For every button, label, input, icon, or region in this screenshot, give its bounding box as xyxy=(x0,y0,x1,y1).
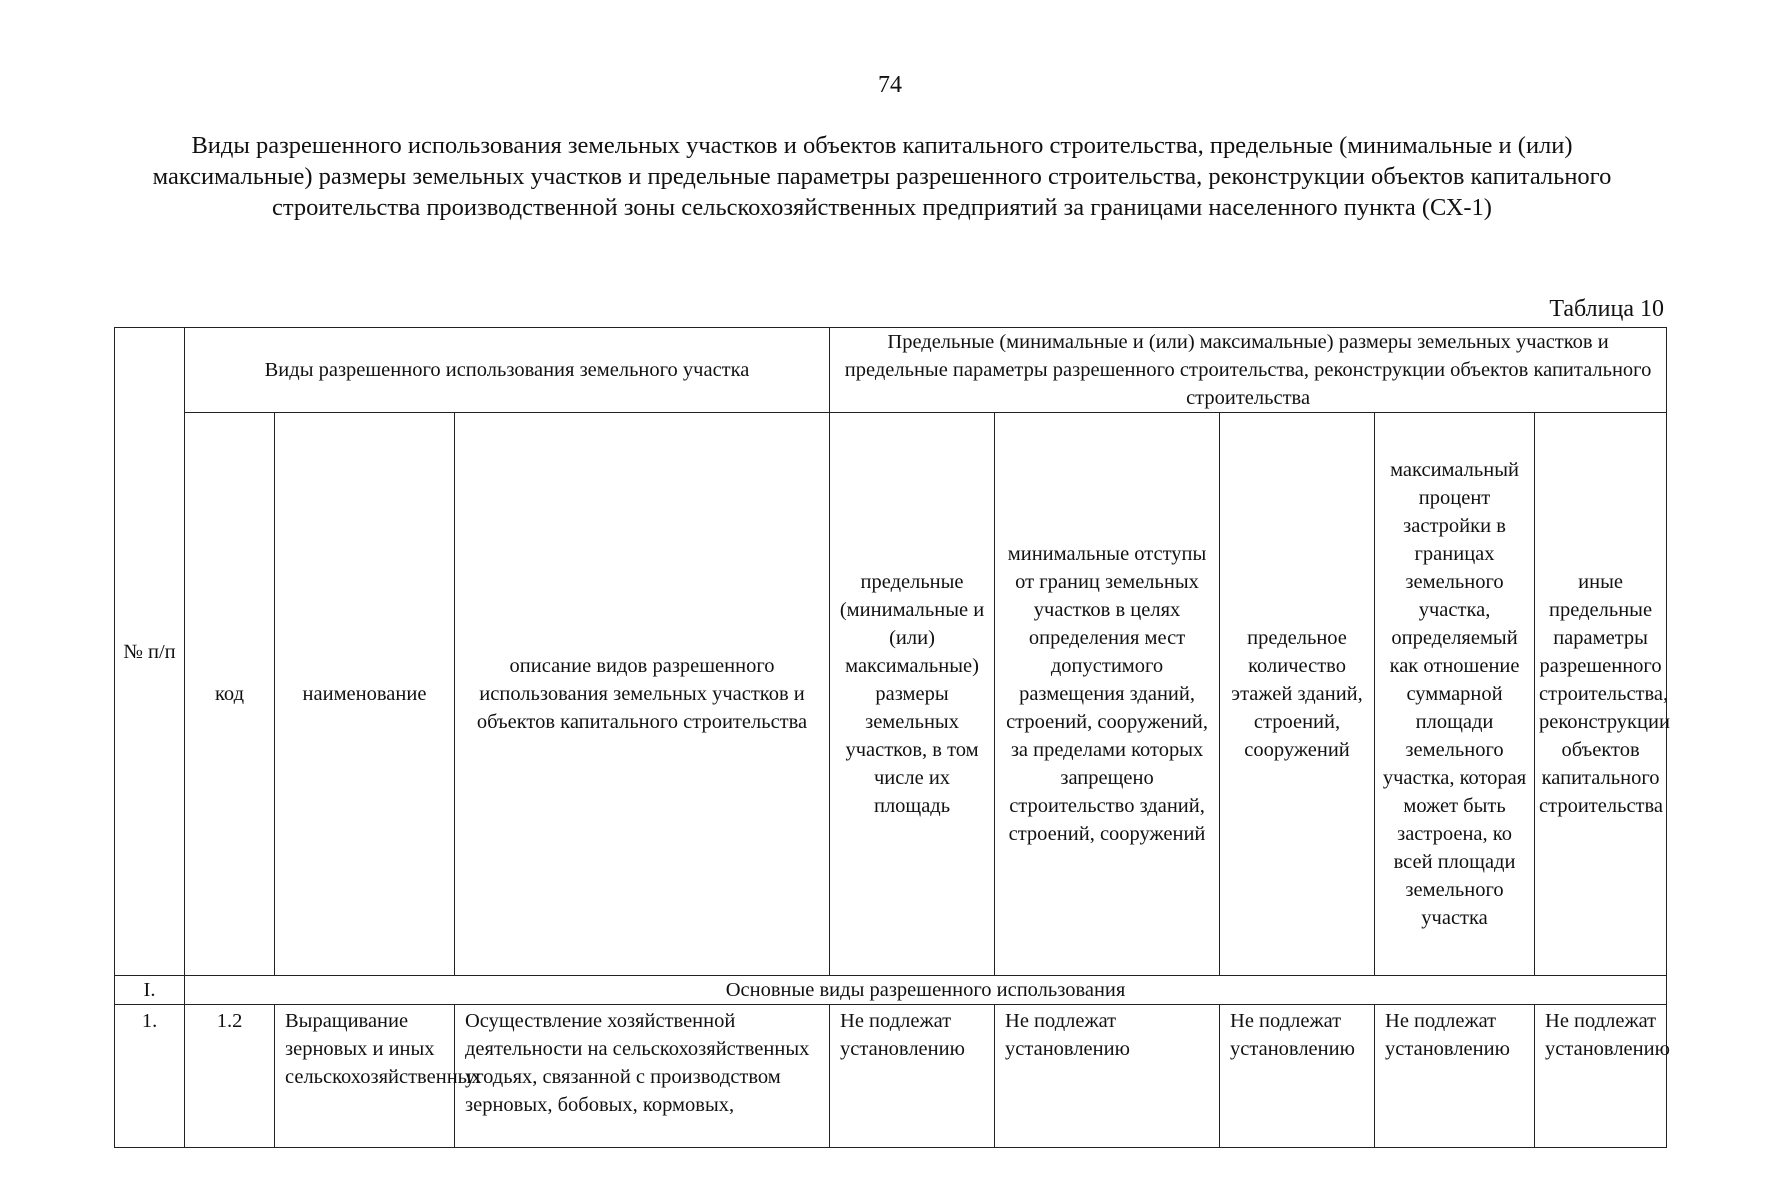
section-title: Основные виды разрешенного использования xyxy=(185,976,1667,1005)
row-setbacks: Не подлежат установлению xyxy=(1005,1010,1130,1060)
document-title: Виды разрешенного использования земельных участков и объектов капитального строительства, предельные (минимальные и (или) максимальные) размеры земельных участков и предельные параметры разрешенного строительства, реконструкции объектов капитального строительства производственной зоны сельскохозяйственных предприятий за границами населенного пункта (СХ-1) xyxy=(152,132,1612,221)
table-label: Таблица 10 xyxy=(1549,296,1664,322)
header-code: код xyxy=(185,413,275,976)
header-row-groups xyxy=(115,328,1667,413)
row-other: Не подлежат установлению xyxy=(1545,1010,1670,1060)
header-other: иные предельные параметры разрешенного строительства, реконструкции объектов капитального строительства xyxy=(1535,413,1667,976)
row-description: Осуществление хозяйственной деятельности на сельскохозяйственных угодьях, связанной с производством зерновых, бобовых, кормовых, xyxy=(465,1010,810,1116)
header-group-vri: Виды разрешенного использования земельного участка xyxy=(185,328,830,413)
page-number: 74 xyxy=(878,72,902,98)
row-code: 1.2 xyxy=(216,1010,243,1032)
land-use-table xyxy=(114,327,1670,1148)
row-floors: Не подлежат установлению xyxy=(1230,1010,1355,1060)
header-coverage: максимальный процент застройки в границах земельного участка, определяемый как отношение суммарной площади земельного участка, которая может быть застроена, ко всей площади земельного участка xyxy=(1375,413,1535,976)
header-description: описание видов разрешенного использования земельных участков и объектов капитального строительства xyxy=(455,413,830,976)
section-row xyxy=(115,976,1667,1005)
section-num: I. xyxy=(115,976,185,1005)
header-size: предельные (минимальные и (или) максимальные) размеры земельных участков, в том числе их площадь xyxy=(830,413,995,976)
row-num: 1. xyxy=(141,1010,158,1032)
header-group-params: Предельные (минимальные и (или) максимальные) размеры земельных участков и предельные параметры разрешенного строительства, реконструкции объектов капитального строительства xyxy=(830,328,1667,413)
header-name: наименование xyxy=(275,413,455,976)
table-row xyxy=(115,1005,1667,1148)
row-coverage: Не подлежат установлению xyxy=(1385,1010,1510,1060)
row-name: Выращивание зерновых и иных сельскохозяйственных xyxy=(285,1010,482,1088)
header-row-columns xyxy=(115,413,1667,976)
header-setbacks: минимальные отступы от границ земельных участков в целях определения мест допустимого размещения зданий, строений, сооружений, за пределами которых запрещено строительство зданий, строений, сооружений xyxy=(995,413,1220,976)
header-num: № п/п xyxy=(115,328,185,976)
row-size: Не подлежат установлению xyxy=(840,1010,965,1060)
header-floors: предельное количество этажей зданий, строений, сооружений xyxy=(1220,413,1375,976)
